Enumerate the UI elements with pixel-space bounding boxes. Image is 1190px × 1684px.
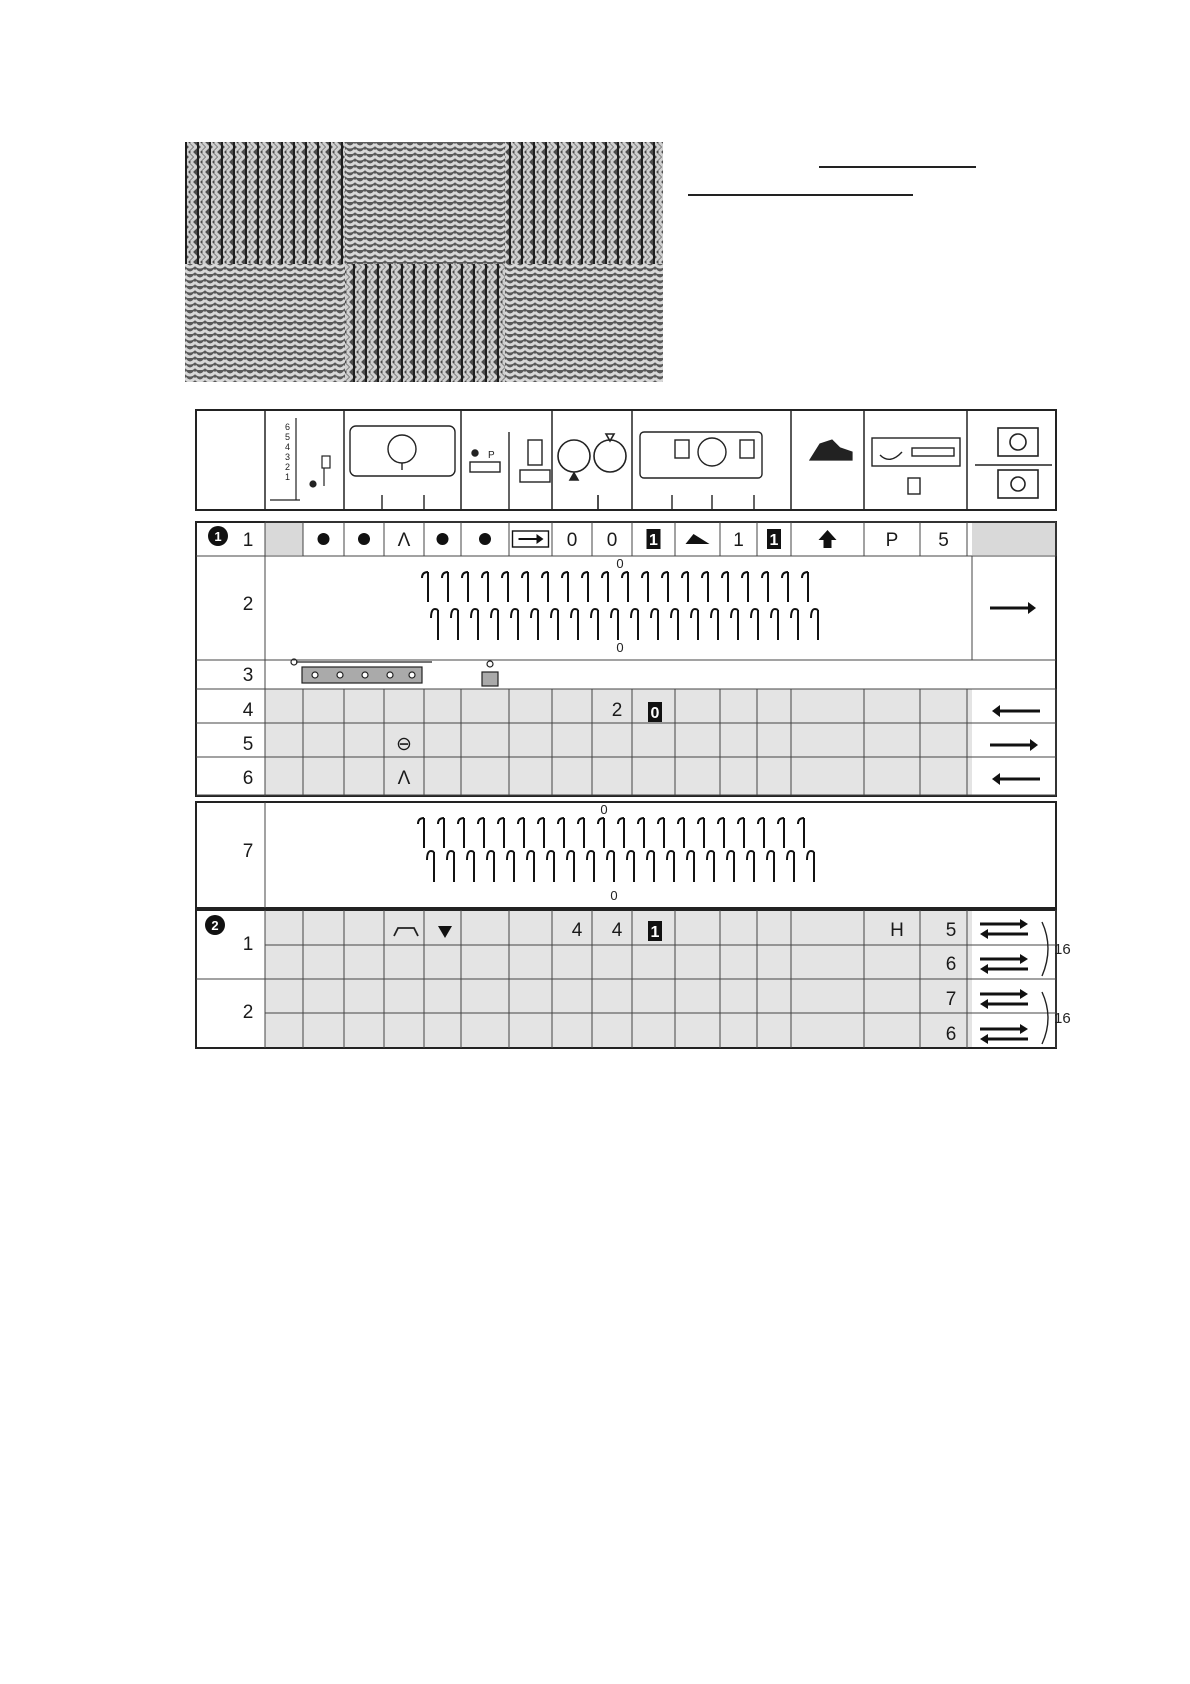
needle-up [702,572,708,602]
needle-down [767,851,774,882]
needle-down [551,609,558,640]
needle-down [587,851,594,882]
dot-icon [479,533,491,545]
carriage-icon [350,426,455,510]
stitch-dial-and-tension-icon [270,418,330,500]
hand-with-tool-icon [810,440,852,460]
needle-up [562,572,568,602]
needle-up [782,572,788,602]
knob-lever-icon [470,432,550,510]
svg-text:4: 4 [285,442,291,452]
needle-up [538,818,544,848]
needle-down [771,609,778,640]
comb-and-weight-icon [872,438,960,494]
double-arrow-icon [980,954,1028,974]
row-1-boxed-value: 1 [649,532,658,549]
needle-down [667,851,674,882]
needle-up [482,572,488,602]
needle-up [518,818,524,848]
needle-down [651,609,658,640]
needle-diagram-row-7 [418,818,814,882]
row-1-boxed-value: 1 [769,532,779,549]
needle-up [682,572,688,602]
needle-up [542,572,548,602]
needle-down [611,609,618,640]
needle-zero-bottom: 0 [616,640,624,655]
row-4-boxed-value: 0 [650,705,660,722]
section-2-sub-5: 5 [945,920,957,941]
arrow-left-icon [992,773,1040,785]
repeat-count-2: 16 [1054,1010,1071,1027]
needle-up [578,818,584,848]
row-1-cell: P [885,530,899,551]
double-arrow-icon [980,989,1028,1009]
needle-down [727,851,734,882]
svg-text:2: 2 [285,462,291,472]
arrow-left-icon [992,705,1040,717]
row-4-stitch-size: 2 [611,700,623,721]
needle-up [498,818,504,848]
needle-up [738,818,744,848]
needle-up [742,572,748,602]
needle-up [642,572,648,602]
needle-down [791,609,798,640]
needle-down [707,851,714,882]
section-2-row-1-value-a: 4 [571,920,583,941]
needle-up [662,572,668,602]
needle-up [758,818,764,848]
section-2-boxed-value: 1 [650,924,660,941]
row-1-shaded-end [972,523,1055,555]
needle-down [431,609,438,640]
needle-up [422,572,428,602]
dot-icon [437,533,449,545]
row-7-label: 7 [242,841,254,862]
needle-up [798,818,804,848]
needle-down [487,851,494,882]
repeat-count-1: 16 [1054,941,1071,958]
row-1-cell: 0 [566,530,578,551]
needle-up [618,818,624,848]
needle-down [531,609,538,640]
needle-up [622,572,628,602]
section-2-row-1-value-h: H [890,920,904,941]
needle-down [711,609,718,640]
row-1-cell: 0 [606,530,618,551]
arrow-right-icon [990,602,1036,614]
double-arrow-icon [980,919,1028,939]
needle-down [471,609,478,640]
cam-buttons-icon [558,434,626,510]
needle-down [567,851,574,882]
row-1-label: 1 [242,530,254,551]
section-2-sub-6b: 6 [945,1024,957,1045]
section-2-row-1-label: 1 [242,934,254,955]
row-1-cell: Λ [397,530,411,551]
dot-icon [358,533,370,545]
needle-up [558,818,564,848]
needle-up [442,572,448,602]
row-1-cell: 5 [938,530,949,551]
svg-text:P: P [488,450,495,461]
row-1-columns [265,522,1056,556]
needle-up [778,818,784,848]
arrow-up-icon [819,530,837,548]
weight-icon [482,661,498,686]
row-5-symbol: ⊖ [396,734,412,755]
needle-down [571,609,578,640]
needle-up [522,572,528,602]
section-1-marker-text: 1 [214,529,222,544]
section-2-sub-6a: 6 [945,954,957,975]
svg-text:1: 1 [285,472,291,482]
svg-text:5: 5 [285,432,291,442]
row-7-frame [196,802,1056,908]
needle-down [467,851,474,882]
ribber-carriage-icon [640,432,762,510]
section-2-sub-7: 7 [945,989,957,1010]
needle-up [698,818,704,848]
row-3-label: 3 [242,665,254,686]
needle-zero-top: 0 [616,556,624,571]
needle-up [462,572,468,602]
needle-down [547,851,554,882]
section-2-arrow-pairs [980,919,1028,1044]
svg-text:3: 3 [285,452,291,462]
needle-zero-top-7: 0 [600,802,608,817]
needle-down [687,851,694,882]
needle-up [598,818,604,848]
repeat-bracket-2 [1042,992,1048,1044]
needle-down [527,851,534,882]
needle-up [638,818,644,848]
needle-down [491,609,498,640]
needle-down [811,609,818,640]
svg-text:6: 6 [285,422,291,432]
needle-up [418,818,424,848]
needle-down [671,609,678,640]
needle-down [451,609,458,640]
rows-4-6-grid [196,689,1056,795]
needle-up [762,572,768,602]
needle-up [718,818,724,848]
section-2-marker-text: 2 [211,918,219,933]
double-arrow-icon [980,1024,1028,1044]
boxed-arrow-icon [513,531,549,547]
needle-up [502,572,508,602]
needle-up [802,572,808,602]
needle-down [627,851,634,882]
needle-down [427,851,434,882]
needle-down [747,851,754,882]
comb-icon [291,659,432,683]
needle-up [602,572,608,602]
row-6-label: 6 [242,768,254,789]
needle-down [507,851,514,882]
needle-down [511,609,518,640]
needle-up [678,818,684,848]
yarn-feeder-icon [975,428,1052,498]
row-1-shaded-cell [265,523,303,555]
needle-up [458,818,464,848]
wedge-icon [686,534,710,544]
needle-up [438,818,444,848]
row-6-symbol: Λ [397,768,411,789]
arrow-right-icon [990,739,1038,751]
section-2-grid [196,910,1056,1048]
needle-down [787,851,794,882]
row-4-label: 4 [242,700,254,721]
row-1-cell: 1 [733,530,744,551]
needle-zero-bottom-7: 0 [610,888,618,903]
needle-down [591,609,598,640]
needle-diagram-row-2 [422,572,818,640]
needle-down [631,609,638,640]
section-2-row-2-label: 2 [242,1002,254,1023]
needle-down [447,851,454,882]
row-2-label: 2 [242,594,254,615]
needle-down [731,609,738,640]
dot-icon [318,533,330,545]
needle-up [658,818,664,848]
repeat-bracket-1 [1042,922,1048,976]
needle-up [582,572,588,602]
section-2-row-1-value-b: 4 [611,920,623,941]
row-5-label: 5 [242,734,254,755]
needle-down [751,609,758,640]
needle-down [807,851,814,882]
needle-down [647,851,654,882]
needle-down [607,851,614,882]
needle-up [478,818,484,848]
needle-up [722,572,728,602]
needle-down [691,609,698,640]
